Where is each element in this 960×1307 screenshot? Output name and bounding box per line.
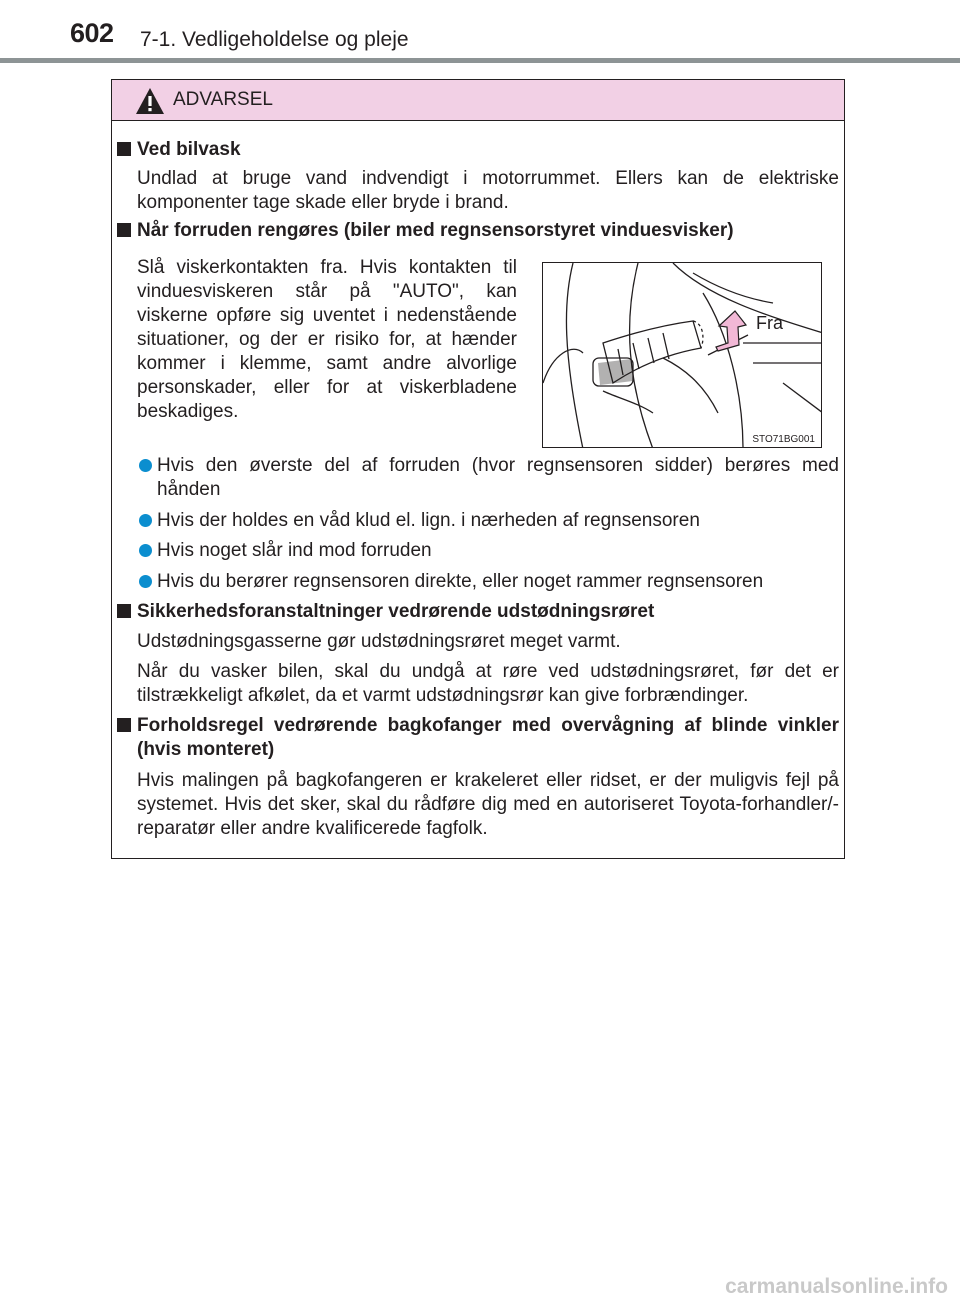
heading-windshield: Når forruden rengøres (biler med regnsensorstyret vinduesvisker) xyxy=(117,219,839,243)
wiper-switch-figure xyxy=(542,262,822,448)
warning-box xyxy=(111,79,845,859)
page-number: 602 xyxy=(70,18,114,48)
fra-label: Fra xyxy=(756,313,783,333)
square-bullet-icon xyxy=(117,718,131,732)
figure-code: STO71BG001 xyxy=(752,434,815,445)
list-item: Hvis noget slår ind mod forruden xyxy=(137,539,839,563)
exhaust-text-1: Udstødningsgasserne gør udstødningsrøret meget varmt. xyxy=(137,631,621,652)
square-bullet-icon xyxy=(117,604,131,618)
square-bullet-icon xyxy=(117,142,131,156)
heading-car-wash: Ved bilvask xyxy=(117,138,839,162)
header-rule xyxy=(0,58,960,63)
footer-watermark: carmanualsonline.info xyxy=(725,1275,948,1298)
list-item: Hvis den øverste del af forruden (hvor regnsensoren sidder) berøres med hånden xyxy=(137,454,839,502)
section-title: 7-1. Vedligeholdelse og pleje xyxy=(140,28,409,51)
warning-triangle-icon xyxy=(135,87,165,115)
bullet-dot-icon xyxy=(139,575,152,588)
heading-exhaust: Sikkerhedsforanstaltninger vedrørende udstødningsrøret xyxy=(117,600,839,624)
warning-label: ADVARSEL xyxy=(173,89,273,110)
list-item: Hvis du berører regnsensoren direkte, eller noget rammer regnsensoren xyxy=(137,570,839,594)
bullet-dot-icon xyxy=(139,544,152,557)
car-wash-text: Undlad at bruge vand indvendigt i motorrummet. Ellers kan de elektriske komponenter tage skade eller bryde i brand. xyxy=(137,168,839,213)
heading-bumper: Forholdsregel vedrørende bagkofanger med overvågning af blinde vinkler (hvis monteret) xyxy=(117,714,839,762)
exhaust-text-2: Når du vasker bilen, skal du undgå at røre ved udstødningsrøret, før det er tilstrækkeligt afkølet, da et varmt udstødningsrør kan give forbrændinger. xyxy=(137,661,839,706)
warning-header xyxy=(112,80,844,121)
windshield-text: Slå viskerkontakten fra. Hvis kontakten til vinduesviskeren står på "AUTO", kan viskerne opføre sig uventet i nedenstående situationer, og der er risiko for, at hænder kommer i klemme, samt andre alvorlige personskader, eller for at viskerbladene beskadiges. xyxy=(137,257,517,422)
bumper-text: Hvis malingen på bagkofangeren er krakeleret eller ridset, er der muligvis fejl på systemet. Hvis det sker, skal du rådføre dig med en autoriseret Toyota-forhandler/-reparatør eller andre kvalificerede fagfolk. xyxy=(137,770,839,839)
bullet-dot-icon xyxy=(139,459,152,472)
square-bullet-icon xyxy=(117,223,131,237)
list-item: Hvis der holdes en våd klud el. lign. i nærheden af regnsensoren xyxy=(137,509,839,533)
bullet-dot-icon xyxy=(139,514,152,527)
wiper-switch-illustration xyxy=(543,263,822,448)
